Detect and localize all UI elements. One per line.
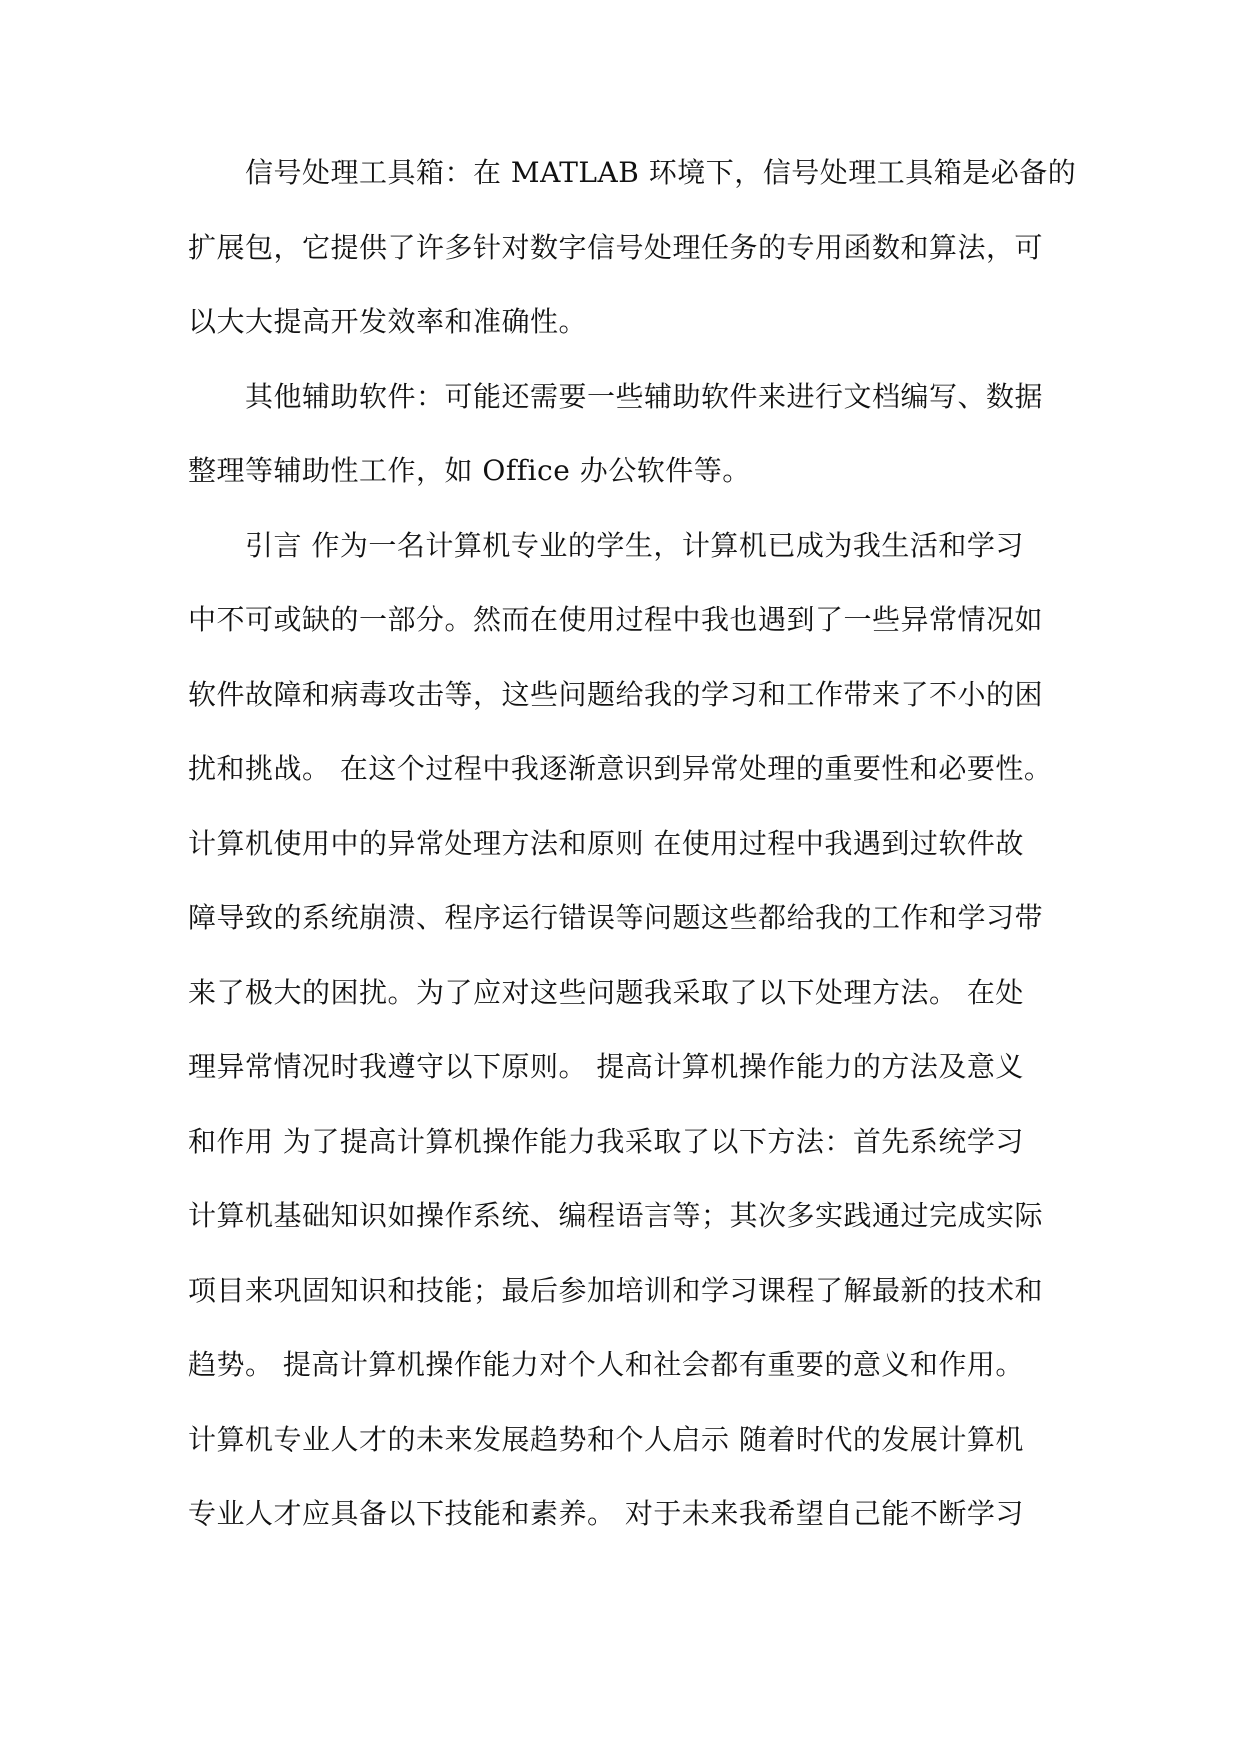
paragraph-other-software <box>188 360 1056 509</box>
text-line: 计算机专业人才的未来发展趋势和个人启示 随着时代的发展计算机 <box>188 1422 1024 1456</box>
text-line: 扩展包，它提供了许多针对数字信号处理任务的专用函数和算法，可 <box>188 230 1044 264</box>
text-line: 扰和挑战。 在这个过程中我逐渐意识到异常处理的重要性和必要性。 <box>188 752 1053 785</box>
text-line: 障导致的系统崩溃、程序运行错误等问题这些都给我的工作和学习带 <box>188 901 1044 934</box>
text-line: 整理等辅助性工作，如 Office 办公软件等。 <box>188 454 751 487</box>
document-body <box>188 136 1077 1552</box>
text-line: 来了极大的困扰。为了应对这些问题我采取了以下处理方法。 在处 <box>188 975 1024 1009</box>
text-line: 中不可或缺的一部分。然而在使用过程中我也遇到了一些异常情况如 <box>188 603 1044 636</box>
paragraph-introduction <box>188 509 1056 1552</box>
text-line: 趋势。 提高计算机操作能力对个人和社会都有重要的意义和作用。 <box>188 1348 1024 1381</box>
text-line: 引言 作为一名计算机专业的学生，计算机已成为我生活和学习 <box>188 528 1024 562</box>
text-line: 专业人才应具备以下技能和素养。 对于未来我希望自己能不断学习 <box>188 1497 1024 1530</box>
text-line: 信号处理工具箱：在 MATLAB 环境下，信号处理工具箱是必备的 <box>188 156 1077 189</box>
text-line: 计算机使用中的异常处理方法和原则 在使用过程中我遇到过软件故 <box>188 826 1024 860</box>
text-line: 以大大提高开发效率和准确性。 <box>188 305 588 338</box>
text-line: 理异常情况时我遵守以下原则。 提高计算机操作能力的方法及意义 <box>188 1050 1024 1083</box>
text-line: 软件故障和病毒攻击等，这些问题给我的学习和工作带来了不小的困 <box>188 677 1044 711</box>
text-line: 其他辅助软件：可能还需要一些辅助软件来进行文档编写、数据 <box>188 379 1044 413</box>
text-line: 项目来巩固知识和技能；最后参加培训和学习课程了解最新的技术和 <box>188 1273 1044 1307</box>
paragraph-signal-toolbox <box>188 136 1077 360</box>
text-line: 计算机基础知识如操作系统、编程语言等；其次多实践通过完成实际 <box>188 1199 1044 1232</box>
text-line: 和作用 为了提高计算机操作能力我采取了以下方法：首先系统学习 <box>188 1124 1024 1158</box>
